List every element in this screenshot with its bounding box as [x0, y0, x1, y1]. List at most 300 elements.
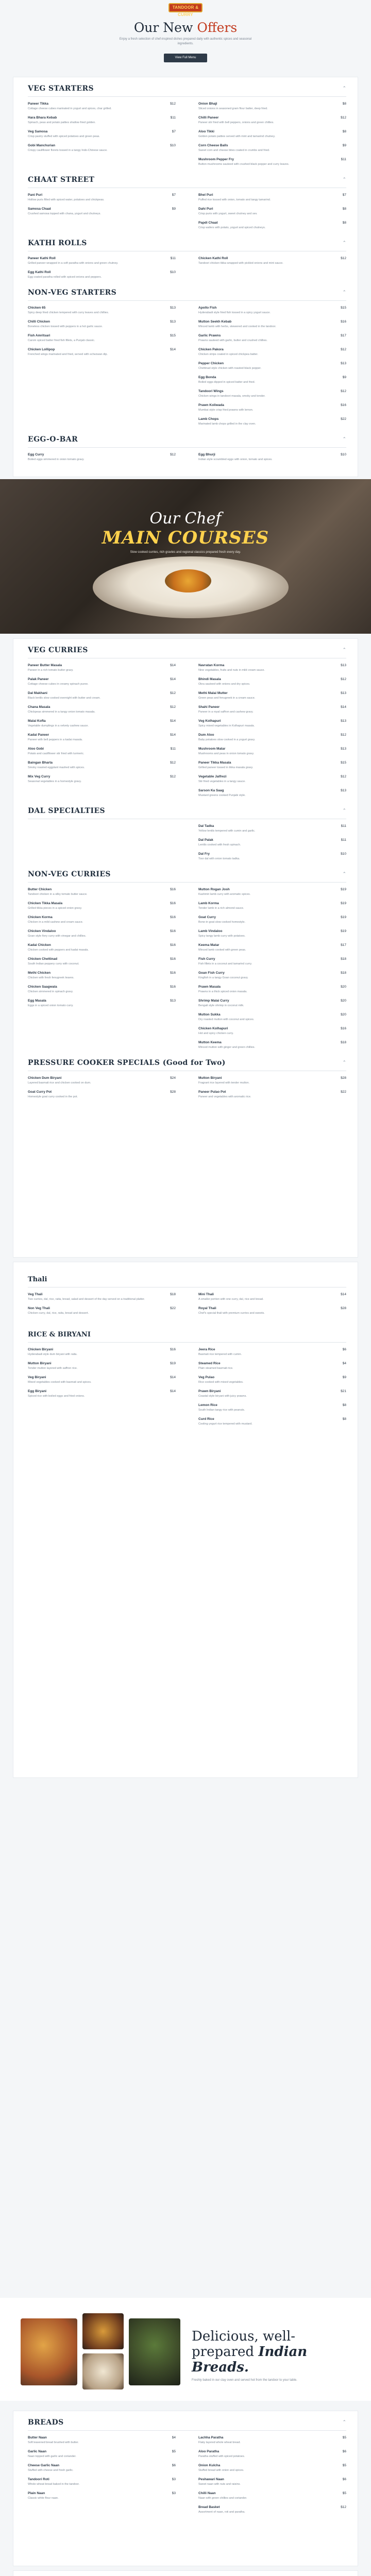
- menu-item[interactable]: [198, 319, 346, 329]
- menu-item[interactable]: [28, 957, 176, 966]
- menu-item[interactable]: [198, 101, 346, 111]
- item-price: $13: [341, 664, 346, 667]
- item-column-left: [28, 101, 176, 152]
- item-name: Plain Naan: [28, 2492, 45, 2495]
- item-column-right: [198, 306, 346, 426]
- item-price: $11: [341, 824, 346, 828]
- item-price: $13: [341, 362, 346, 365]
- item-name: Lachha Paratha: [198, 2436, 224, 2439]
- item-price: $14: [170, 348, 176, 351]
- item-description: Mustard greens cooked Punjabi style.: [198, 794, 246, 797]
- item-name: Mutton Keema: [198, 1041, 222, 1044]
- item-name: Steamed Rice: [198, 1362, 221, 1365]
- menu-item[interactable]: [198, 852, 346, 861]
- title-prefix: Our New: [133, 20, 197, 35]
- menu-item[interactable]: [198, 417, 346, 426]
- chevron-up-icon[interactable]: ⌃: [342, 240, 346, 245]
- item-name: Mushroom Matar: [198, 747, 226, 751]
- menu-item[interactable]: [28, 1389, 176, 1398]
- menu-item[interactable]: [198, 115, 346, 125]
- menu-item[interactable]: [28, 2435, 176, 2445]
- menu-item[interactable]: [28, 129, 176, 139]
- logo[interactable]: TANDOOR & CURRY: [168, 3, 203, 12]
- menu-item[interactable]: [198, 1417, 346, 1426]
- item-name: Chicken Kolhapuri: [198, 1027, 228, 1030]
- item-description: Nine vegetables, fruits and nuts in mild cream sauce.: [198, 669, 265, 672]
- menu-item[interactable]: [28, 193, 176, 202]
- item-description: Crushed samosa topped with chana, yogurt and chutneys.: [28, 212, 101, 215]
- item-price: $11: [341, 838, 346, 842]
- item-name: Chicken Tikka Masala: [28, 902, 63, 905]
- menu-item[interactable]: [198, 1361, 346, 1370]
- item-name: Lamb Chops: [198, 417, 219, 421]
- chevron-up-icon[interactable]: ⌃: [342, 436, 346, 442]
- item-description: Tandoori chicken in a silky tomato butter sauce.: [28, 893, 88, 896]
- item-description: Chicken wings in tandoori masala, smoky and tender.: [198, 395, 265, 398]
- menu-item[interactable]: [198, 347, 346, 357]
- item-description: Mushrooms and peas in onion tomato gravy.: [198, 752, 255, 755]
- item-price: $28: [170, 1090, 176, 1094]
- menu-item[interactable]: [198, 733, 346, 742]
- item-description: Minced lamb with herbs, skewered and cooked in the tandoor.: [198, 325, 276, 328]
- chevron-up-icon[interactable]: ⌃: [342, 290, 346, 295]
- section-title: NON-VEG CURRIES: [28, 870, 111, 878]
- item-name: Veg Thali: [28, 1293, 43, 1296]
- item-column-left: [28, 663, 176, 784]
- item-description: Spicy tangy lamb curry with potatoes.: [198, 935, 246, 938]
- menu-item[interactable]: [28, 207, 176, 216]
- menu-item[interactable]: [198, 957, 346, 966]
- item-name: Chilli Chicken: [28, 320, 50, 324]
- menu-item[interactable]: [198, 1012, 346, 1022]
- item-price: $9: [172, 207, 176, 211]
- item-price: $6: [172, 2464, 176, 2467]
- item-column-right: [198, 887, 346, 1049]
- item-column-left: [28, 452, 176, 462]
- menu-item[interactable]: [28, 115, 176, 125]
- section-header[interactable]: [28, 1059, 346, 1067]
- divider: [28, 882, 346, 883]
- section-header[interactable]: [28, 239, 346, 247]
- menu-item[interactable]: [28, 774, 176, 784]
- section-header[interactable]: [28, 176, 346, 184]
- menu-item[interactable]: [198, 1347, 346, 1357]
- item-name: Egg Curry: [28, 453, 44, 456]
- item-price: $18: [341, 1041, 346, 1044]
- item-description: Naan topped with garlic and coriander.: [28, 2455, 76, 2458]
- menu-item[interactable]: [28, 915, 176, 924]
- menu-item[interactable]: [28, 705, 176, 714]
- menu-item[interactable]: [28, 971, 176, 980]
- item-price: $12: [170, 453, 176, 456]
- item-name: Peshawari Naan: [198, 2478, 224, 2481]
- chevron-up-icon[interactable]: ⌃: [342, 2419, 346, 2425]
- item-price: $12: [341, 775, 346, 778]
- menu-item[interactable]: [28, 270, 176, 279]
- item-description: Stuffed with cheese and fresh garlic.: [28, 2469, 74, 2472]
- chevron-up-icon[interactable]: ⌃: [342, 1060, 346, 1065]
- menu-item[interactable]: [28, 1361, 176, 1370]
- item-description: Yellow lentils tempered with cumin and garlic.: [198, 829, 256, 833]
- item-name: Chicken Vindaloo: [28, 929, 56, 933]
- item-name: Garlic Prawns: [198, 334, 221, 337]
- item-description: Spicy mixed vegetables in Kolhapuri masala.: [198, 724, 255, 727]
- menu-item[interactable]: [198, 403, 346, 412]
- menu-item[interactable]: [28, 347, 176, 357]
- item-description: Flaky layered whole wheat bread.: [198, 2441, 241, 2444]
- section-header[interactable]: [28, 807, 346, 815]
- menu-item[interactable]: [198, 705, 346, 714]
- promo-caption: Freshly baked in our clay oven and served hot from the tandoor to your table.: [192, 2379, 297, 2382]
- item-name: Malai Kofta: [28, 719, 46, 723]
- menu-item[interactable]: [28, 691, 176, 700]
- item-name: Bhindi Masala: [198, 677, 221, 681]
- menu-item[interactable]: [198, 1026, 346, 1036]
- item-name: Paneer Tikka Masala: [198, 761, 231, 765]
- item-description: Toor dal with onion tomato tadka.: [198, 857, 240, 860]
- item-name: Chicken Saagwala: [28, 985, 57, 989]
- menu-item[interactable]: [198, 915, 346, 924]
- item-name: Egg Biryani: [28, 1389, 47, 1393]
- item-price: $10: [170, 270, 176, 274]
- item-grid: [28, 101, 346, 166]
- menu-item[interactable]: [28, 719, 176, 728]
- chevron-up-icon[interactable]: ⌃: [342, 177, 346, 182]
- menu-item[interactable]: [198, 1040, 346, 1049]
- menu-item[interactable]: [28, 333, 176, 343]
- chevron-up-icon[interactable]: ⌃: [342, 647, 346, 652]
- menu-item[interactable]: [198, 1375, 346, 1384]
- menu-item[interactable]: [198, 143, 346, 152]
- menu-item[interactable]: [198, 306, 346, 315]
- section-header[interactable]: [28, 84, 346, 93]
- menu-item[interactable]: [198, 2449, 346, 2459]
- menu-item[interactable]: [198, 774, 346, 784]
- section-header[interactable]: [28, 1331, 346, 1338]
- item-description: Prawns in a thick spiced onion masala.: [198, 990, 247, 993]
- item-name: Bhel Puri: [198, 193, 213, 197]
- item-name: Fish Amritsari: [28, 334, 50, 337]
- item-description: Lentils cooked with fresh spinach.: [198, 843, 241, 846]
- menu-item[interactable]: [198, 929, 346, 938]
- menu-item[interactable]: [198, 760, 346, 770]
- item-price: $16: [341, 320, 346, 324]
- menu-item[interactable]: [28, 733, 176, 742]
- item-price: $15: [341, 761, 346, 765]
- item-price: $19: [341, 902, 346, 905]
- item-description: Sliced onions in seasoned gram flour batter, deep fried.: [198, 107, 268, 110]
- item-price: $19: [170, 1362, 176, 1365]
- menu-item[interactable]: [198, 256, 346, 265]
- section-title: VEG STARTERS: [28, 84, 94, 93]
- menu-item[interactable]: [198, 824, 346, 833]
- menu-item[interactable]: [198, 207, 346, 216]
- menu-item[interactable]: [28, 306, 176, 315]
- menu-item[interactable]: [28, 101, 176, 111]
- item-description: Chef's special thali with premium curries and sweets.: [198, 1312, 265, 1315]
- section-title: EGG-O-BAR: [28, 435, 78, 444]
- item-description: Bone-in goat slow cooked homestyle.: [198, 921, 246, 924]
- section-title: DAL SPECIALTIES: [28, 807, 106, 815]
- item-price: $6: [342, 1348, 346, 1351]
- menu-item[interactable]: [198, 943, 346, 952]
- menu-item[interactable]: [198, 887, 346, 896]
- menu-item[interactable]: [198, 452, 346, 462]
- item-column-left: [28, 887, 176, 1008]
- item-name: Mutton Sukka: [198, 1013, 221, 1016]
- menu-item[interactable]: [198, 1403, 346, 1412]
- section-header[interactable]: [28, 1276, 346, 1283]
- section-header[interactable]: [28, 2418, 346, 2427]
- banner-caption: Slow cooked curries, rich gravies and regional classics prepared fresh every day.: [130, 551, 241, 554]
- menu-item[interactable]: [198, 129, 346, 139]
- item-price: $4: [342, 1362, 346, 1365]
- section-header[interactable]: [28, 435, 346, 444]
- main-course-banner: [0, 479, 371, 634]
- chevron-up-icon[interactable]: ⌃: [342, 871, 346, 876]
- item-name: Baingan Bharta: [28, 761, 53, 765]
- item-price: $7: [172, 130, 176, 133]
- item-description: Paneer and vegetables with aromatic rice.: [198, 1095, 251, 1098]
- menu-item[interactable]: [198, 691, 346, 700]
- item-grid: [28, 824, 346, 861]
- section-title: BREADS: [28, 2418, 64, 2427]
- item-price: $5: [342, 2492, 346, 2495]
- chevron-up-icon[interactable]: ⌃: [342, 808, 346, 813]
- item-name: Paneer Pulao Pot: [198, 1090, 226, 1094]
- chevron-up-icon[interactable]: ⌃: [342, 86, 346, 91]
- item-name: Egg Bonda: [198, 376, 216, 379]
- item-price: $12: [341, 257, 346, 260]
- item-grid: [28, 256, 346, 279]
- item-column-left: [28, 306, 176, 357]
- item-name: Methi Chicken: [28, 971, 51, 975]
- menu-item[interactable]: [198, 1389, 346, 1398]
- item-price: $24: [170, 1076, 176, 1080]
- item-name: Pani Puri: [28, 193, 43, 197]
- menu-item[interactable]: [198, 747, 346, 756]
- item-price: $9: [342, 376, 346, 379]
- item-description: Paneer in a rich tomato butter gravy.: [28, 669, 74, 672]
- item-name: Goan Fish Curry: [198, 971, 225, 975]
- item-price: $13: [341, 747, 346, 751]
- menu-item[interactable]: [198, 971, 346, 980]
- item-description: Paratha stuffed with spiced potatoes.: [198, 2455, 245, 2458]
- item-column-right: [198, 101, 346, 166]
- menu-item[interactable]: [28, 887, 176, 896]
- item-name: Non Veg Thali: [28, 1307, 50, 1310]
- item-description: Stir fried vegetables in a tangy sauce.: [198, 780, 246, 783]
- menu-item[interactable]: [198, 2477, 346, 2486]
- item-price: $16: [170, 902, 176, 905]
- menu-item[interactable]: [198, 361, 346, 370]
- item-description: Dry roasted mutton with coconut and spices.: [198, 1018, 255, 1021]
- item-description: Button mushrooms sauteed with crushed black pepper and curry leaves.: [198, 163, 290, 166]
- item-description: Boneless chicken tossed with peppers in a hot garlic sauce.: [28, 325, 103, 328]
- item-name: Royal Thali: [198, 1307, 216, 1310]
- menu-item[interactable]: [28, 998, 176, 1008]
- item-description: Hyderabadi style dum biryani with raita.: [28, 1353, 77, 1356]
- menu-item[interactable]: [28, 2477, 176, 2486]
- menu-item[interactable]: [198, 838, 346, 847]
- item-description: Cooling yogurt rice tempered with mustard.: [198, 1422, 252, 1426]
- item-description: Boiled eggs dipped in spiced batter and fried.: [198, 381, 256, 384]
- menu-item[interactable]: [198, 2463, 346, 2472]
- menu-item[interactable]: [198, 663, 346, 672]
- item-price: $12: [341, 733, 346, 737]
- menu-item[interactable]: [28, 901, 176, 910]
- menu-item[interactable]: [28, 2449, 176, 2459]
- item-price: $16: [341, 403, 346, 407]
- item-price: $14: [170, 1376, 176, 1379]
- item-description: Black lentils slow cooked overnight with butter and cream.: [28, 697, 100, 700]
- bread-promo: [0, 2298, 371, 2401]
- menu-item[interactable]: [198, 2435, 346, 2445]
- item-description: Hollow puris filled with spiced water, potatoes and chickpeas.: [28, 198, 105, 201]
- view-menu-button[interactable]: View Full Menu: [164, 54, 207, 62]
- section-header[interactable]: [28, 870, 346, 878]
- item-price: $10: [341, 852, 346, 856]
- menu-item[interactable]: [28, 1306, 176, 1315]
- menu-item[interactable]: [198, 1076, 346, 1085]
- menu-item[interactable]: [198, 2505, 346, 2514]
- menu-item[interactable]: [198, 333, 346, 343]
- menu-item[interactable]: [198, 375, 346, 384]
- menu-item[interactable]: [198, 1306, 346, 1315]
- item-column-right: [198, 256, 346, 265]
- page-title: [0, 20, 371, 35]
- item-column-right: [198, 824, 346, 861]
- item-description: Layered basmati rice and chicken cooked on dum.: [28, 1081, 91, 1084]
- menu-item[interactable]: [198, 221, 346, 230]
- item-name: Fish Curry: [198, 957, 215, 961]
- item-description: Paneer stir fried with bell peppers, onions and green chillies.: [198, 121, 274, 124]
- item-description: Mixed vegetables cooked with basmati and spices.: [28, 1381, 92, 1384]
- menu-item[interactable]: [28, 2491, 176, 2500]
- menu-item[interactable]: [28, 747, 176, 756]
- item-description: Frenched wings marinated and fried, served with schezwan dip.: [28, 353, 108, 356]
- section-header[interactable]: [28, 646, 346, 654]
- menu-item[interactable]: [28, 760, 176, 770]
- item-price: $14: [170, 664, 176, 667]
- item-price: $5: [342, 2436, 346, 2439]
- item-price: $15: [170, 334, 176, 337]
- menu-item[interactable]: [198, 1292, 346, 1301]
- item-price: $21: [341, 1389, 346, 1393]
- menu-item[interactable]: [28, 1090, 176, 1099]
- item-price: $13: [170, 306, 176, 310]
- menu-item[interactable]: [198, 677, 346, 686]
- menu-card-desserts: [13, 2571, 358, 2576]
- menu-item[interactable]: [28, 1347, 176, 1357]
- menu-item[interactable]: [198, 2491, 346, 2500]
- item-description: Minced lamb cooked with green peas.: [198, 948, 246, 952]
- item-description: Chicken in a mild cashew and cream sauce.: [28, 921, 83, 924]
- item-name: Tandoori Roti: [28, 2478, 49, 2481]
- menu-item[interactable]: [198, 389, 346, 398]
- item-price: $16: [170, 943, 176, 947]
- item-price: $7: [172, 193, 176, 197]
- menu-item[interactable]: [28, 143, 176, 152]
- item-description: Chettinad style chicken with roasted black pepper.: [198, 367, 261, 370]
- menu-item[interactable]: [198, 788, 346, 798]
- dish-photo: [129, 2318, 180, 2385]
- item-name: Paneer Tikka: [28, 102, 48, 106]
- menu-item[interactable]: [198, 193, 346, 202]
- item-name: Veg Kolhapuri: [198, 719, 221, 723]
- item-name: Chicken Biryani: [28, 1348, 54, 1351]
- item-name: Gobi Manchurian: [28, 144, 56, 147]
- item-description: Vegetable dumplings in a velvety cashew sauce.: [28, 724, 89, 727]
- item-name: Tandoori Wings: [198, 389, 224, 393]
- item-price: $12: [341, 677, 346, 681]
- item-price: $11: [170, 116, 176, 120]
- item-price: $16: [170, 1348, 176, 1351]
- menu-item[interactable]: [198, 985, 346, 994]
- item-price: $19: [341, 888, 346, 891]
- item-price: $18: [341, 957, 346, 961]
- menu-item[interactable]: [28, 943, 176, 952]
- item-name: Mutton Biryani: [198, 1076, 222, 1080]
- item-description: Chicken simmered in spinach gravy.: [28, 990, 73, 993]
- menu-item[interactable]: [28, 452, 176, 462]
- item-price: $16: [170, 971, 176, 975]
- menu-item[interactable]: [28, 2463, 176, 2472]
- menu-item[interactable]: [28, 985, 176, 994]
- item-name: Palak Paneer: [28, 677, 49, 681]
- item-price: $12: [170, 705, 176, 709]
- item-name: Lamb Korma: [198, 902, 219, 905]
- item-price: $8: [342, 130, 346, 133]
- menu-card-curries: [13, 639, 358, 1257]
- item-name: Goat Curry Pot: [28, 1090, 52, 1094]
- item-description: Seasonal vegetables in a homestyle gravy.: [28, 780, 82, 783]
- section-header[interactable]: [28, 289, 346, 297]
- menu-item[interactable]: [28, 1292, 176, 1301]
- menu-item[interactable]: [198, 1090, 346, 1099]
- item-name: Papdi Chaat: [198, 221, 218, 225]
- item-name: Dahi Puri: [198, 207, 213, 211]
- menu-item[interactable]: [28, 256, 176, 265]
- item-name: Goat Curry: [198, 916, 216, 919]
- item-description: Chicken curry, dal, rice, raita, bread and dessert.: [28, 1312, 89, 1315]
- menu-item[interactable]: [198, 157, 346, 166]
- item-grid: [28, 2435, 346, 2514]
- item-column-left: [28, 2435, 176, 2500]
- menu-card-starters: [13, 77, 358, 477]
- item-name: Chicken Kathi Roll: [198, 257, 228, 260]
- menu-item[interactable]: [198, 719, 346, 728]
- header: [0, 0, 371, 73]
- menu-item[interactable]: [28, 663, 176, 672]
- item-description: Basmati rice tempered with cumin.: [198, 1353, 242, 1356]
- item-column-left: [28, 256, 176, 279]
- menu-item[interactable]: [28, 319, 176, 329]
- item-name: Egg Masala: [28, 999, 46, 1003]
- menu-item[interactable]: [28, 1375, 176, 1384]
- menu-item[interactable]: [28, 929, 176, 938]
- item-description: Golden potato patties served with mint and tamarind chutney.: [198, 135, 276, 138]
- item-price: $8: [342, 1403, 346, 1407]
- menu-item[interactable]: [198, 998, 346, 1008]
- menu-item[interactable]: [198, 901, 346, 910]
- item-column-right: [198, 452, 346, 462]
- item-price: $13: [170, 999, 176, 1003]
- menu-item[interactable]: [28, 677, 176, 686]
- promo-line-2: [192, 2344, 346, 2375]
- item-description: Sweet naan with nuts and raisins.: [198, 2483, 241, 2486]
- menu-item[interactable]: [28, 1076, 176, 1085]
